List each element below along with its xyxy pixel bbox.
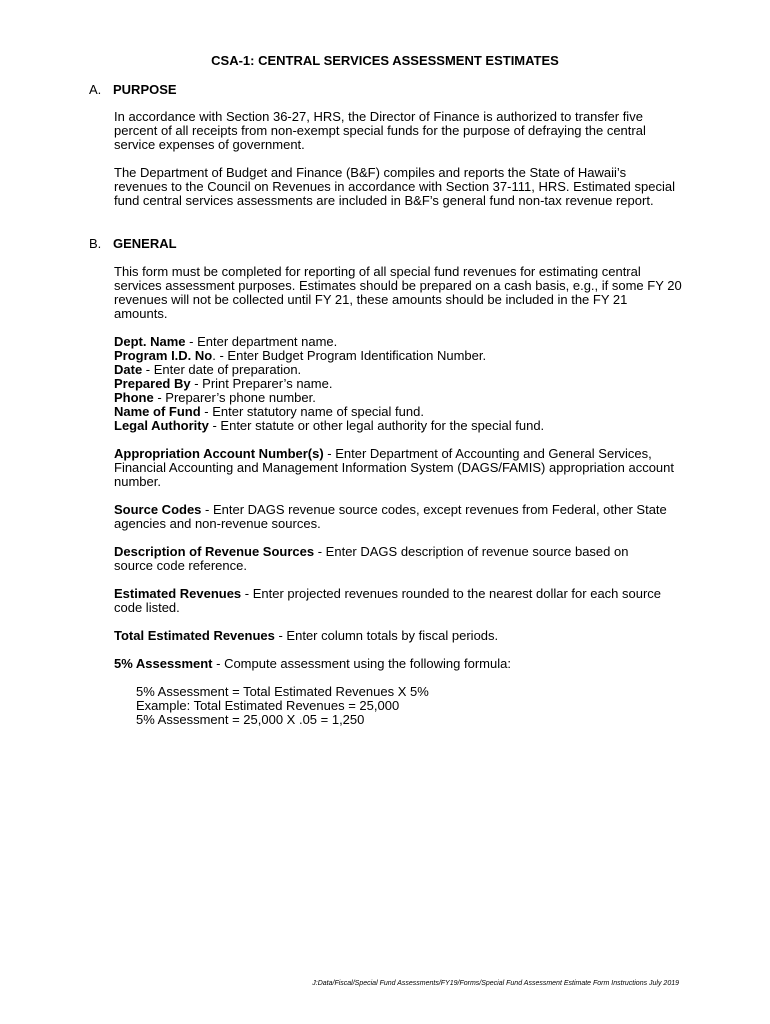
general-intro-paragraph [114, 265, 684, 321]
purpose-text-2: The Department of Budget and Finance (B&F) compiles and reports the State of Hawaii’s revenues to the Council on Revenues in accordance with Section 37-111, HRS. Estimated special fund central services assessments are included in B&F’s general fund non-tax revenue report. [114, 165, 675, 208]
field-list-item: Dept. Name - Enter department name. [114, 334, 338, 349]
general-intro-text: This form must be completed for reporting of all special fund revenues for estimating central services assessment purposes. Estimates should be prepared on a cash basis, e.g., if some FY 20 revenues will not be collected until FY 21, these amounts should be included in the FY 21 amounts. [114, 264, 682, 321]
formula-line: Example: Total Estimated Revenues = 25,000 [136, 698, 400, 713]
definition-source-codes: Source Codes - Enter DAGS revenue source codes, except revenues from Federal, other State agencies and non-revenue sources. [114, 502, 667, 531]
section-b-title: GENERAL [113, 236, 177, 251]
assessment-formula [136, 685, 429, 727]
purpose-paragraph-1 [114, 110, 680, 152]
field-list-item: Program I.D. No. - Enter Budget Program Identification Number. [114, 348, 487, 363]
field-list-item: Prepared By - Print Preparer’s name. [114, 376, 333, 391]
section-b-letter: B. [89, 236, 102, 251]
formula-line: 5% Assessment = Total Estimated Revenues X 5% [136, 684, 429, 699]
field-list-item: Phone - Preparer’s phone number. [114, 390, 316, 405]
definition-total-estimated-revenues: Total Estimated Revenues - Enter column totals by fiscal periods. [114, 628, 499, 643]
section-b-heading [89, 236, 177, 252]
section-a-title: PURPOSE [113, 82, 177, 97]
definition-description-of-revenue-sources: Description of Revenue Sources - Enter DAGS description of revenue source based on source code reference. [114, 544, 629, 573]
document-title: CSA-1: CENTRAL SERVICES ASSESSMENT ESTIMATES [211, 53, 559, 68]
field-list-item: Name of Fund - Enter statutory name of special fund. [114, 404, 424, 419]
field-list [114, 335, 694, 433]
section-a-heading [89, 82, 177, 98]
purpose-text-1: In accordance with Section 36-27, HRS, the Director of Finance is authorized to transfer five percent of all receipts from non-exempt special funds for the purpose of defraying the central service expenses of government. [114, 109, 646, 152]
purpose-paragraph-2 [114, 166, 680, 208]
definition-five-percent-assessment: 5% Assessment - Compute assessment using the following formula: [114, 656, 511, 671]
definition-appropriation-account: Appropriation Account Number(s) - Enter Department of Accounting and General Services, Financial Accounting and Management Information System (DAGS/FAMIS) appropriation account number. [114, 446, 675, 489]
field-list-item: Legal Authority - Enter statute or other legal authority for the special fund. [114, 418, 545, 433]
definition-estimated-revenues: Estimated Revenues - Enter projected revenues rounded to the nearest dollar for each source code listed. [114, 586, 662, 615]
footer-file-path: J:Data/Fiscal/Special Fund Assessments/FY19/Forms/Special Fund Assessment Estimate Form Instructions July 2019 [312, 980, 679, 987]
formula-line: 5% Assessment = 25,000 X .05 = 1,250 [136, 712, 365, 727]
section-a-letter: A. [89, 82, 102, 97]
field-list-item: Date - Enter date of preparation. [114, 362, 302, 377]
